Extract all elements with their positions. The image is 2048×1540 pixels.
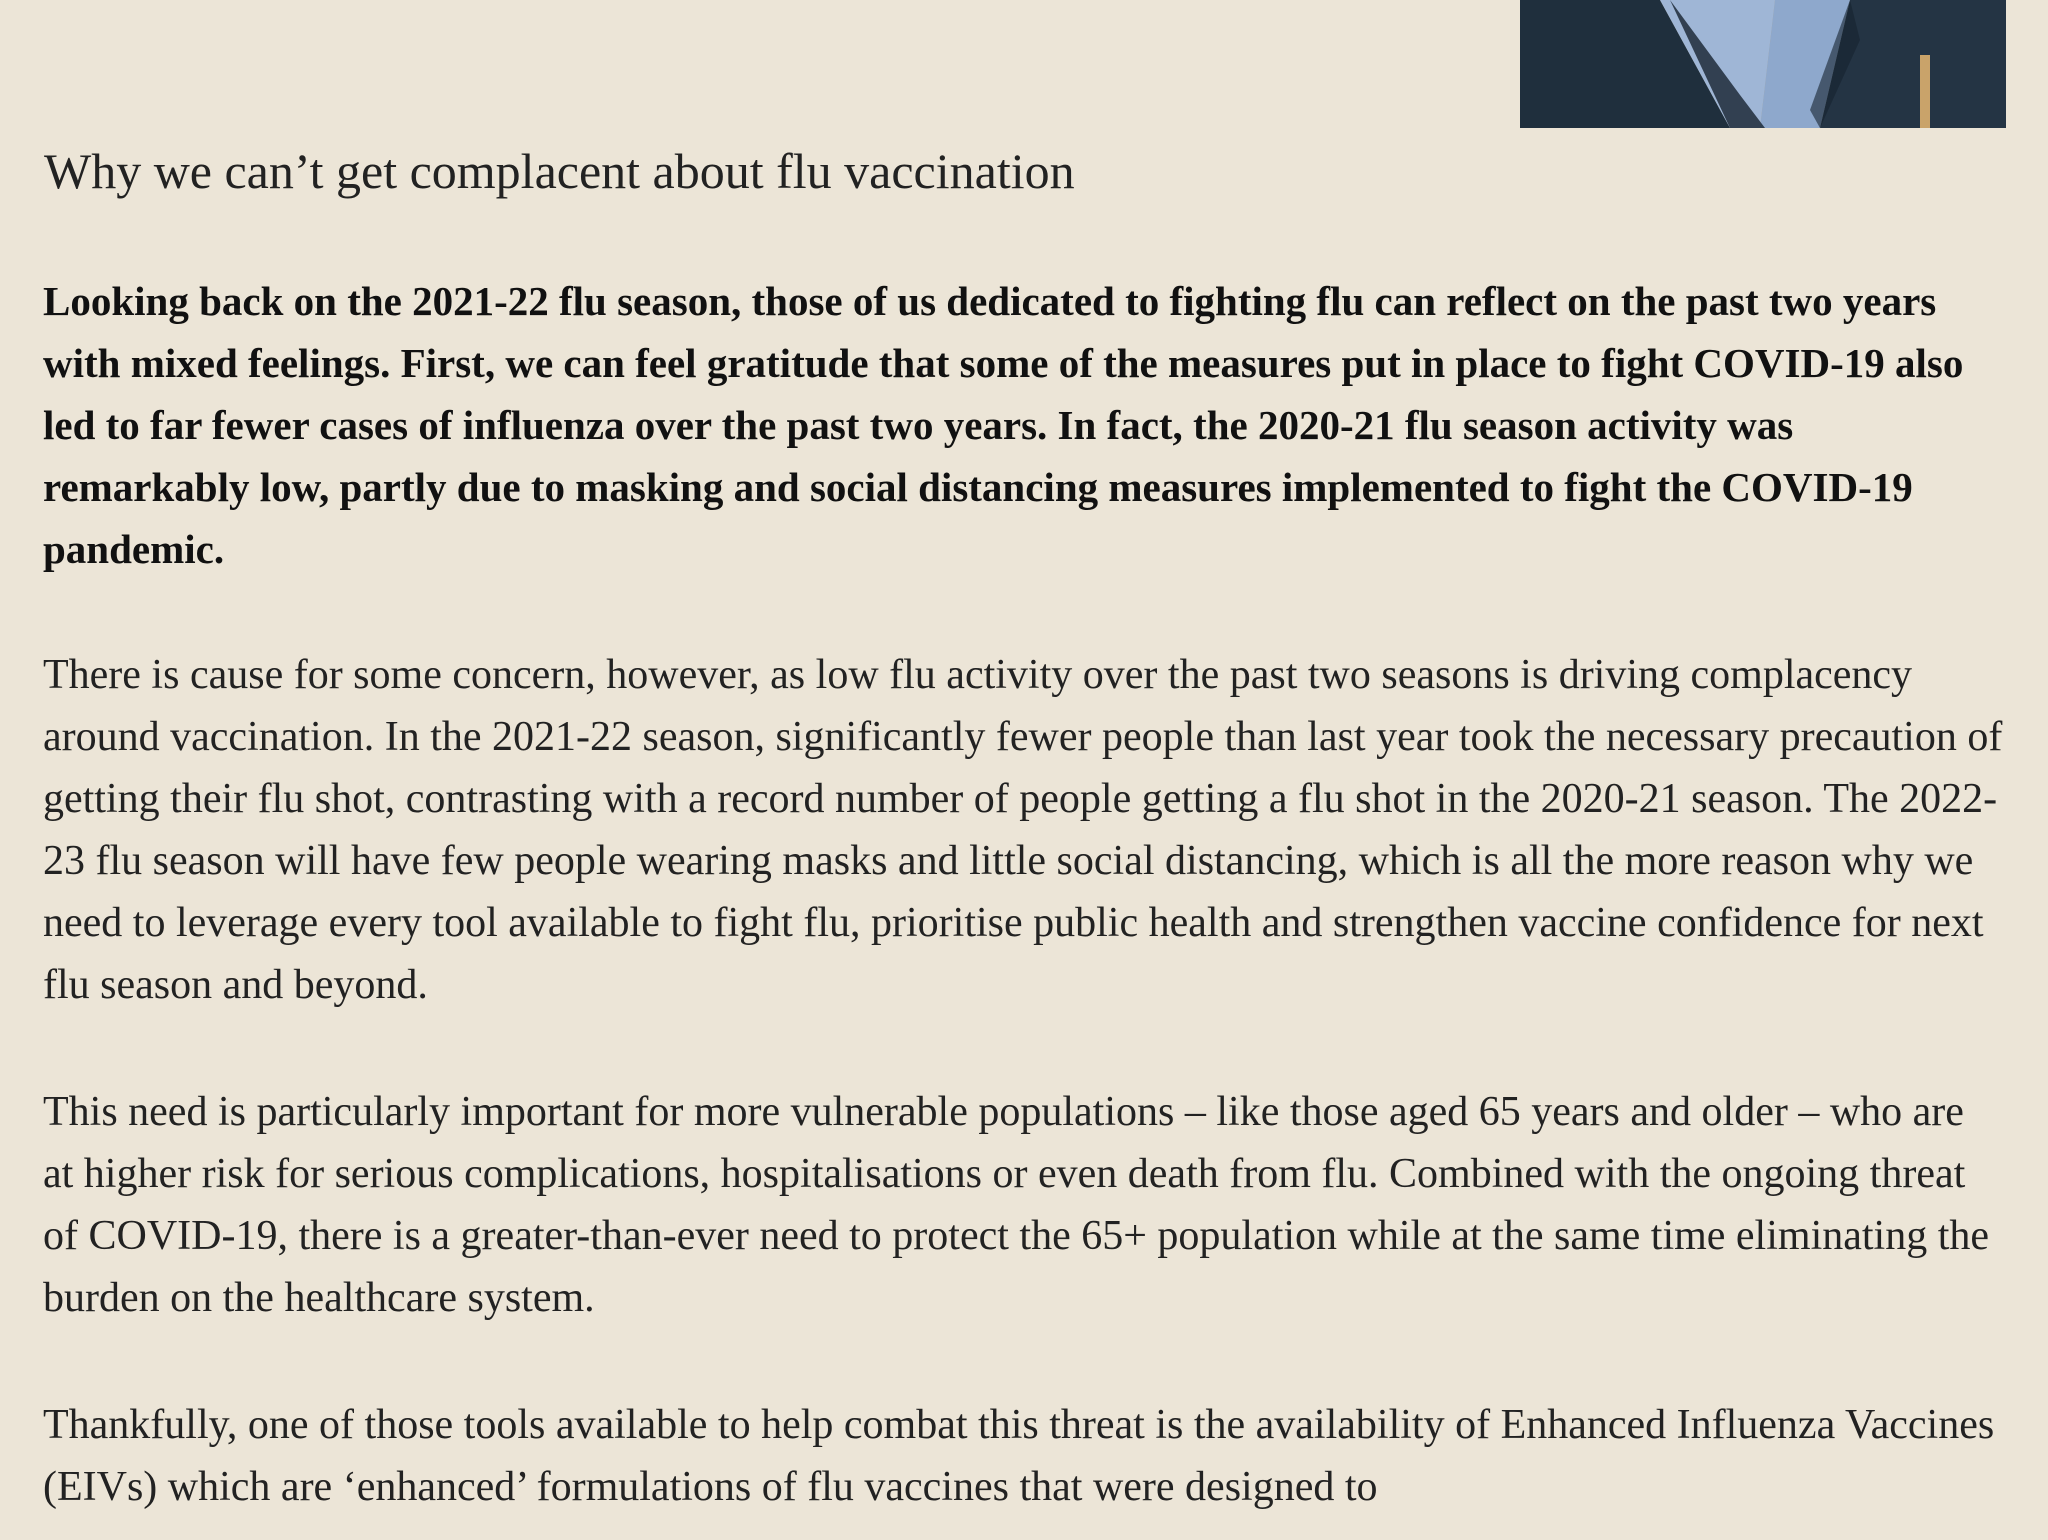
article-paragraph: Thankfully, one of those tools available to help combat this threat is the availability of Enhanced Influenza Vaccines (EIVs) which are ‘enhanced’ formulations of flu vaccines that were designed to bbox=[43, 1402, 1995, 1510]
article-paragraph: This need is particularly important for more vulnerable populations – like those aged 65 years and older – who are at higher risk for serious complications, hospitalisations or even death from flu. Combined with the ongoing threat of COVID-19, there is a greater-than-ever need to protect the 65+ population while at the same time eliminating the burden on the healthcare system. bbox=[43, 1089, 1990, 1321]
article-paragraph: There is cause for some concern, however, as low flu activity over the past two seasons is driving complacency around vaccination. In the 2021-22 season, significantly fewer people than last year took the necessary precaution of getting their flu shot, contrasting with a record number of people getting a flu shot in the 2020-21 season. The 2022-23 flu season will have few people wearing masks and little social distancing, which is all the more reason why we need to leverage every tool available to fight flu, prioritise public health and strengthen vaccine confidence for next flu season and beyond. bbox=[43, 652, 2003, 1008]
article-lede: Looking back on the 2021-22 flu season, those of us dedicated to fighting flu can reflect on the past two years with mixed feelings. First, we can feel gratitude that some of the measures put in place to fight COVID-19 also led to far fewer cases of influenza over the past two years. In fact, the 2020-21 flu season activity was remarkably low, partly due to masking and social distancing measures implemented to fight the COVID-19 pandemic. bbox=[43, 278, 1964, 572]
article-title: Why we can’t get complacent about flu vaccination bbox=[44, 143, 1075, 199]
author-photo-illustration bbox=[1520, 0, 2006, 128]
author-photo bbox=[1520, 0, 2006, 128]
